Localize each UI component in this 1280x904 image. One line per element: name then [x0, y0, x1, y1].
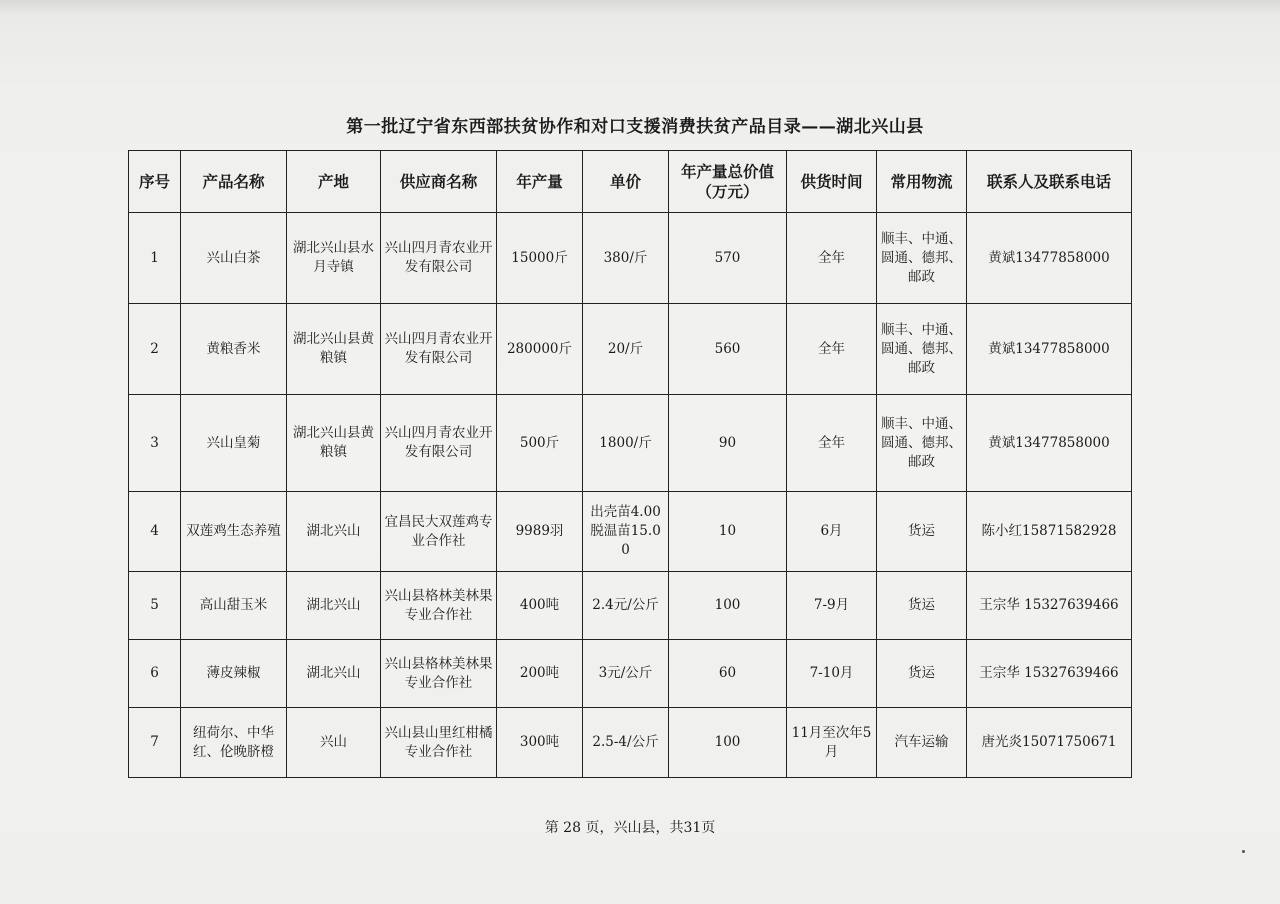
header-cell: 供货时间	[787, 151, 877, 213]
table-cell: 出壳苗4.00脱温苗15.00	[583, 492, 669, 572]
table-cell: 2.4元/公斤	[583, 572, 669, 640]
table-cell: 汽车运输	[877, 708, 967, 778]
table-cell: 4	[129, 492, 181, 572]
table-row	[129, 572, 1132, 640]
table-cell: 王宗华 15327639466	[967, 572, 1132, 640]
table-cell: 5	[129, 572, 181, 640]
table-cell: 兴山四月青农业开发有限公司	[381, 395, 497, 492]
table-cell: 570	[669, 213, 787, 304]
table-cell: 湖北兴山	[287, 640, 381, 708]
table-cell: 6月	[787, 492, 877, 572]
table-cell: 560	[669, 304, 787, 395]
table-row	[129, 492, 1132, 572]
header-row	[129, 151, 1132, 213]
header-cell: 年产量	[497, 151, 583, 213]
table-cell: 货运	[877, 572, 967, 640]
table-cell: 9989羽	[497, 492, 583, 572]
header-cell: 产品名称	[181, 151, 287, 213]
table-cell: 1800/斤	[583, 395, 669, 492]
table-cell: 7-10月	[787, 640, 877, 708]
table-cell: 兴山白茶	[181, 213, 287, 304]
table-cell: 全年	[787, 213, 877, 304]
table-cell: 200吨	[497, 640, 583, 708]
table-cell: 湖北兴山	[287, 572, 381, 640]
table-cell: 380/斤	[583, 213, 669, 304]
table-row	[129, 640, 1132, 708]
table-cell: 400吨	[497, 572, 583, 640]
scan-speck	[1242, 850, 1245, 853]
table-row	[129, 213, 1132, 304]
product-catalog-table	[128, 150, 1132, 778]
table-cell: 顺丰、中通、圆通、德邦、邮政	[877, 304, 967, 395]
table-cell: 15000斤	[497, 213, 583, 304]
table-cell: 全年	[787, 304, 877, 395]
table-cell: 300吨	[497, 708, 583, 778]
page-footer: 第 28 页，兴山县，共31页	[544, 820, 716, 836]
table-cell: 薄皮辣椒	[181, 640, 287, 708]
table-cell: 黄斌13477858000	[967, 213, 1132, 304]
table-cell: 顺丰、中通、圆通、德邦、邮政	[877, 213, 967, 304]
header-cell: 产地	[287, 151, 381, 213]
table-cell: 3	[129, 395, 181, 492]
header-cell: 供应商名称	[381, 151, 497, 213]
table-cell: 20/斤	[583, 304, 669, 395]
table-cell: 宜昌民大双莲鸡专业合作社	[381, 492, 497, 572]
header-cell: 常用物流	[877, 151, 967, 213]
table-cell: 2	[129, 304, 181, 395]
table-row	[129, 304, 1132, 395]
table-row	[129, 395, 1132, 492]
table-cell: 湖北兴山县水月寺镇	[287, 213, 381, 304]
table-cell: 500斤	[497, 395, 583, 492]
table-cell: 2.5-4/公斤	[583, 708, 669, 778]
table-cell: 3元/公斤	[583, 640, 669, 708]
table-cell: 100	[669, 572, 787, 640]
table-cell: 7-9月	[787, 572, 877, 640]
table-cell: 兴山县格林美林果专业合作社	[381, 640, 497, 708]
table-row	[129, 708, 1132, 778]
table-cell: 兴山皇菊	[181, 395, 287, 492]
table-cell: 兴山四月青农业开发有限公司	[381, 213, 497, 304]
table-cell: 11月至次年5月	[787, 708, 877, 778]
table-cell: 10	[669, 492, 787, 572]
table-cell: 90	[669, 395, 787, 492]
table-cell: 货运	[877, 492, 967, 572]
table-cell: 唐光炎15071750671	[967, 708, 1132, 778]
table-cell: 湖北兴山县黄粮镇	[287, 395, 381, 492]
table-cell: 黄斌13477858000	[967, 304, 1132, 395]
table-cell: 兴山	[287, 708, 381, 778]
table-cell: 纽荷尔、中华红、伦晚脐橙	[181, 708, 287, 778]
scan-shadow	[0, 0, 1280, 14]
header-cell: 单价	[583, 151, 669, 213]
table-cell: 兴山四月青农业开发有限公司	[381, 304, 497, 395]
table-cell: 双莲鸡生态养殖	[181, 492, 287, 572]
table-cell: 陈小红15871582928	[967, 492, 1132, 572]
header-cell: 年产量总价值（万元）	[669, 151, 787, 213]
table-cell: 100	[669, 708, 787, 778]
table-cell: 7	[129, 708, 181, 778]
table-cell: 高山甜玉米	[181, 572, 287, 640]
table-cell: 6	[129, 640, 181, 708]
table-cell: 湖北兴山	[287, 492, 381, 572]
table-cell: 兴山县格林美林果专业合作社	[381, 572, 497, 640]
table-cell: 黄粮香米	[181, 304, 287, 395]
table-cell: 货运	[877, 640, 967, 708]
table-cell: 兴山县山里红柑橘专业合作社	[381, 708, 497, 778]
document-title: 第一批辽宁省东西部扶贫协作和对口支援消费扶贫产品目录——湖北兴山县	[346, 117, 924, 137]
table-cell: 60	[669, 640, 787, 708]
table-cell: 黄斌13477858000	[967, 395, 1132, 492]
header-cell: 联系人及联系电话	[967, 151, 1132, 213]
table-cell: 1	[129, 213, 181, 304]
header-cell: 序号	[129, 151, 181, 213]
table-cell: 湖北兴山县黄粮镇	[287, 304, 381, 395]
table-cell: 顺丰、中通、圆通、德邦、邮政	[877, 395, 967, 492]
table-cell: 王宗华 15327639466	[967, 640, 1132, 708]
table-cell: 全年	[787, 395, 877, 492]
table-cell: 280000斤	[497, 304, 583, 395]
